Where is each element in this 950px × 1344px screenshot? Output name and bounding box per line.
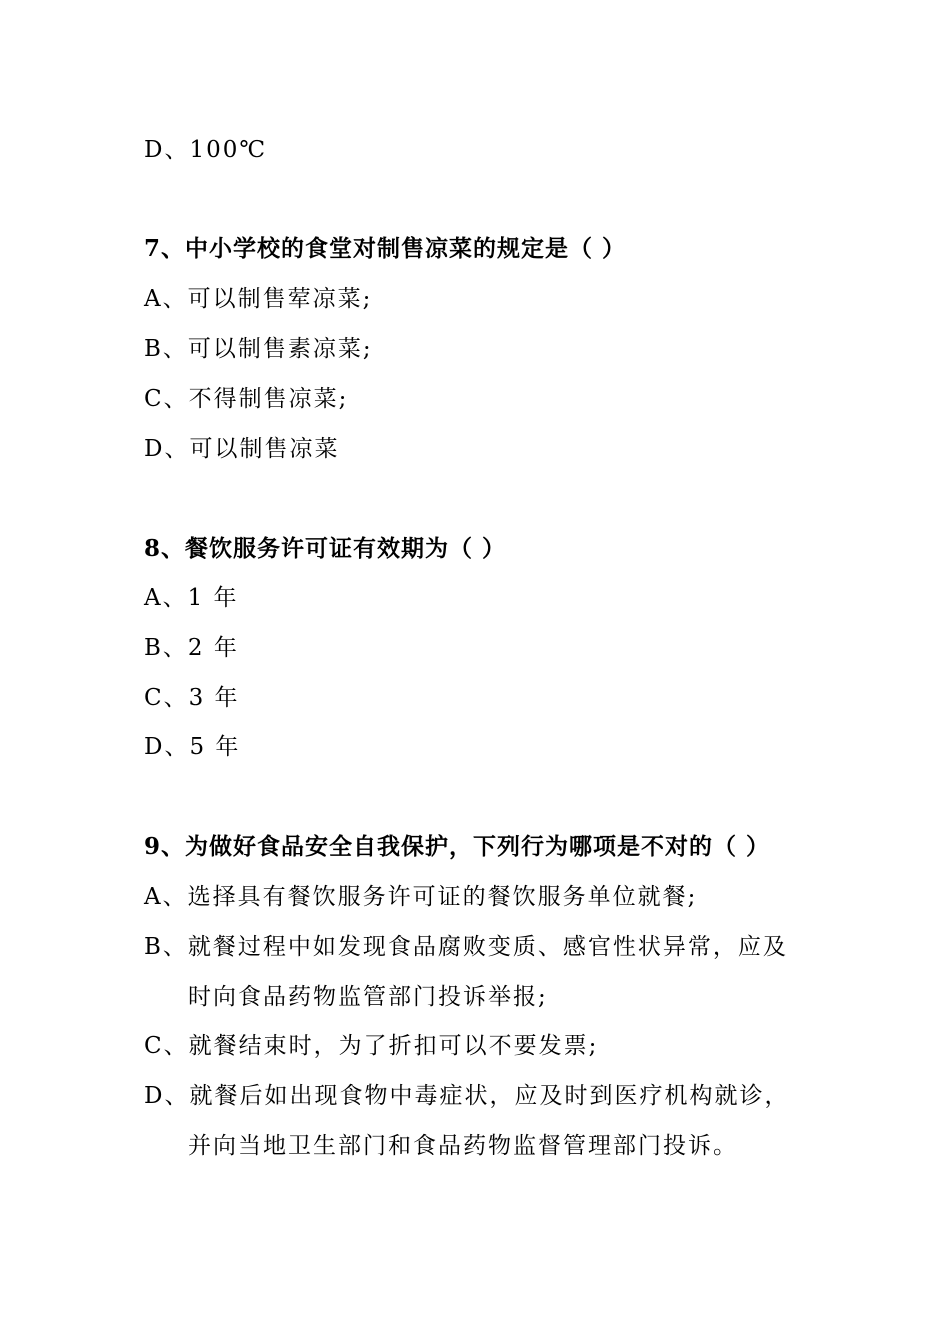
question-7-option-b: B、可以制售素凉菜; (144, 336, 373, 362)
question-8-option-c: C、3 年 (144, 685, 240, 711)
question-8-title: 8、餐饮服务许可证有效期为（ ） (144, 535, 507, 562)
question-9-option-b-continued: 时向食品药物监管部门投诉举报; (188, 984, 548, 1010)
question-7-option-c: C、不得制售凉菜; (144, 386, 349, 412)
question-9-title: 9、为做好食品安全自我保护，下列行为哪项是不对的（ ） (144, 833, 771, 860)
question-8-option-b: B、2 年 (144, 635, 239, 661)
question-7-title: 7、中小学校的食堂对制售凉菜的规定是（ ） (144, 235, 627, 262)
question-7-option-a: A、可以制售荤凉菜; (144, 286, 373, 312)
question-8-option-a: A、1 年 (144, 585, 239, 611)
question-9-option-d-continued: 并向当地卫生部门和食品药物监督管理部门投诉。 (188, 1133, 738, 1159)
question-7-option-d: D、可以制售凉菜 (144, 436, 340, 462)
question-9-option-c: C、就餐结束时，为了折扣可以不要发票; (144, 1033, 599, 1059)
option-d-carryover: D、100℃ (144, 137, 268, 163)
question-9-option-d: D、就餐后如出现食物中毒症状，应及时到医疗机构就诊， (144, 1083, 790, 1109)
question-9-option-b: B、就餐过程中如发现食品腐败变质、感官性状异常，应及 (144, 934, 788, 960)
question-9-option-a: A、选择具有餐饮服务许可证的餐饮服务单位就餐; (144, 884, 698, 910)
question-8-option-d: D、5 年 (144, 734, 241, 760)
